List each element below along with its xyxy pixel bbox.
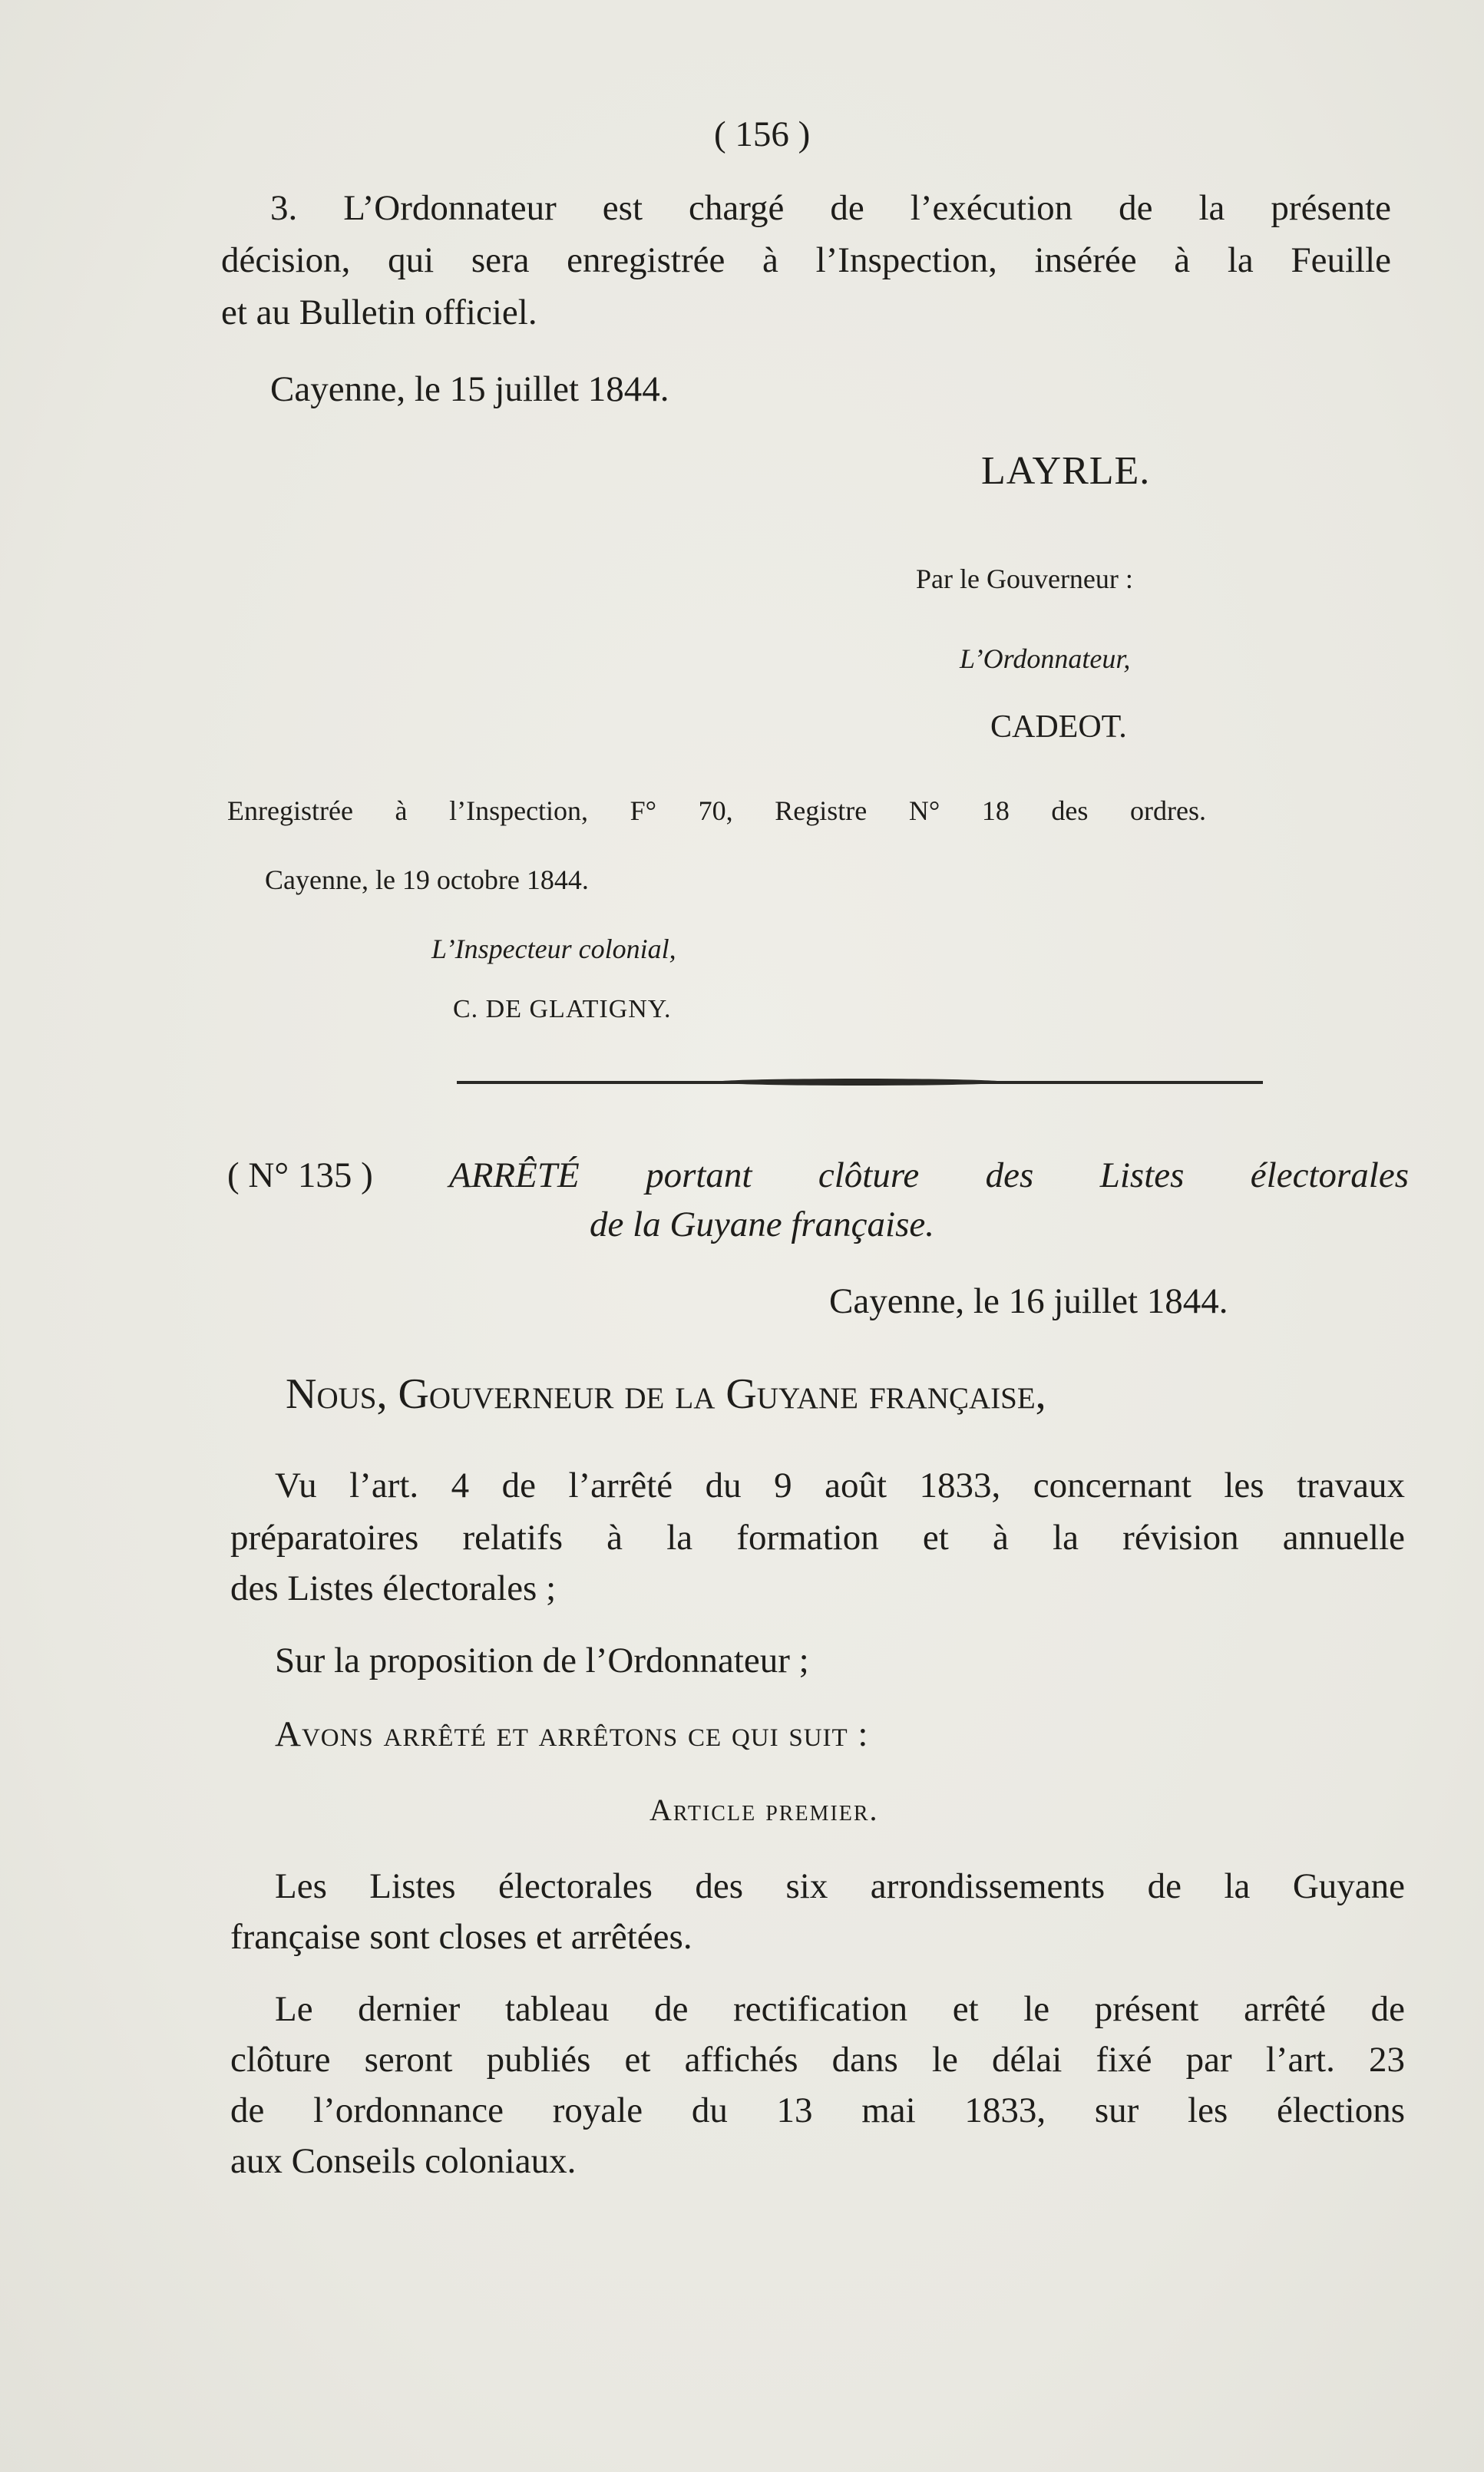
vu-line-1: Vu l’art. 4 de l’arrêté du 9 août 1833, concernant les travaux bbox=[275, 1466, 1405, 1505]
inspector-name: C. DE GLATIGNY. bbox=[453, 995, 672, 1023]
para2-line-1: Le dernier tableau de rectification et le présent arrêté de bbox=[275, 1989, 1405, 2029]
para2-line-2: clôture seront publiés et affichés dans le délai fixé par l’art. 23 bbox=[230, 2040, 1405, 2080]
vu-line-3: des Listes électorales ; bbox=[230, 1568, 557, 1608]
inspector-title: L’Inspecteur colonial, bbox=[431, 934, 676, 964]
para2-line-4: aux Conseils coloniaux. bbox=[230, 2141, 577, 2181]
decision-article-3-line-3: et au Bulletin officiel. bbox=[221, 292, 537, 332]
avons-arrete-line: Avons arrêté et arrêtons ce qui suit : bbox=[275, 1714, 869, 1754]
para1-line-2: française sont closes et arrêtées. bbox=[230, 1917, 692, 1957]
section-divider-swell bbox=[714, 1079, 1006, 1086]
para2-line-3: de l’ordonnance royale du 13 mai 1833, sur les élections bbox=[230, 2090, 1405, 2130]
decision-article-3-line-2: décision, qui sera enregistrée à l’Inspection, insérée à la Feuille bbox=[221, 240, 1391, 280]
decision-place-date: Cayenne, le 15 juillet 1844. bbox=[270, 369, 669, 409]
para1-line-1: Les Listes électorales des six arrondissements de la Guyane bbox=[275, 1866, 1405, 1906]
arrete-title-line-1: ARRÊTÉ portant clôture des Listes électorales bbox=[449, 1155, 1409, 1195]
by-governor-label: Par le Gouverneur : bbox=[916, 563, 1133, 594]
ordonnateur-title: L’Ordonnateur, bbox=[960, 643, 1131, 674]
proposition-line: Sur la proposition de l’Ordonnateur ; bbox=[275, 1641, 809, 1680]
registration-place-date: Cayenne, le 19 octobre 1844. bbox=[265, 864, 589, 895]
ordonnateur-name: CADEOT. bbox=[990, 709, 1127, 745]
arrete-title-line-2: de la Guyane française. bbox=[590, 1205, 935, 1244]
decision-article-3-line-1: 3. L’Ordonnateur est chargé de l’exécution de la présente bbox=[270, 188, 1391, 228]
page-number: ( 156 ) bbox=[714, 114, 811, 154]
arrete-place-date: Cayenne, le 16 juillet 1844. bbox=[829, 1281, 1228, 1321]
decision-signatory: LAYRLE. bbox=[981, 449, 1151, 493]
article-premier-heading: Article premier. bbox=[649, 1793, 879, 1827]
arrete-heading: Nous, Gouverneur de la Guyane française, bbox=[286, 1370, 1046, 1418]
registration-text: Enregistrée à l’Inspection, F° 70, Registre N° 18 des ordres. bbox=[227, 795, 1206, 826]
arrete-number: ( N° 135 ) bbox=[227, 1155, 373, 1195]
vu-line-2: préparatoires relatifs à la formation et à la révision annuelle bbox=[230, 1518, 1405, 1558]
